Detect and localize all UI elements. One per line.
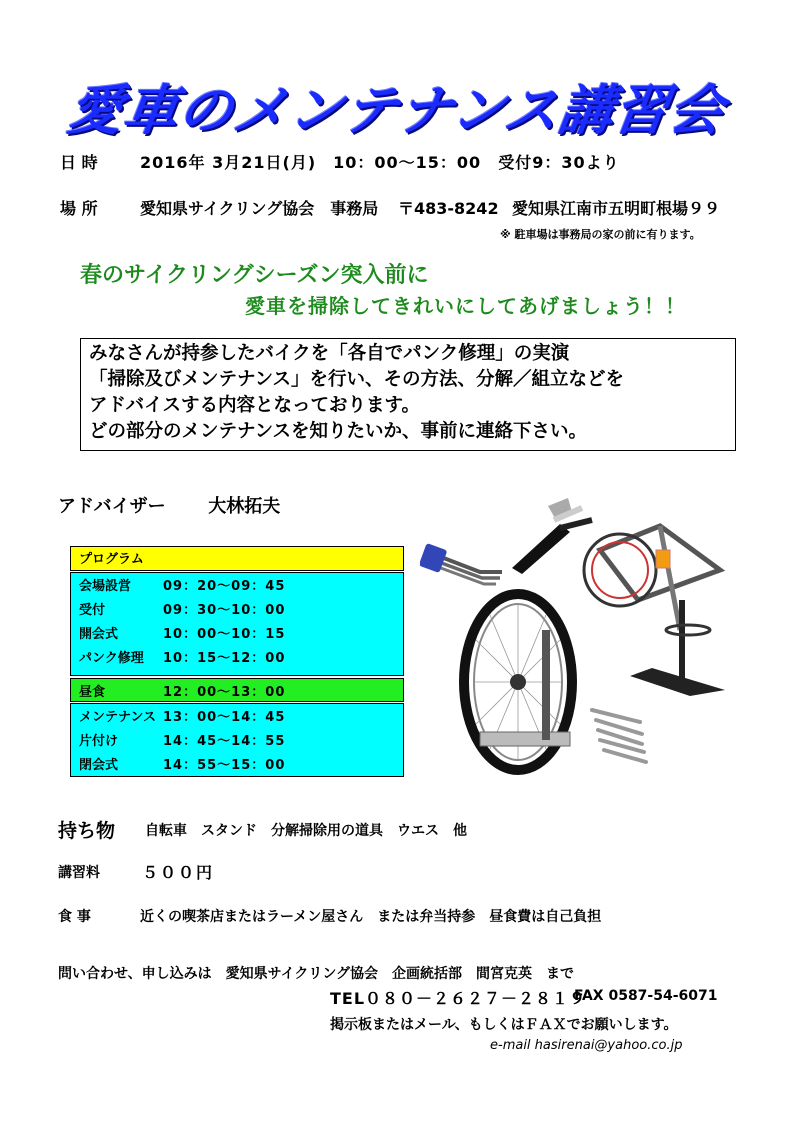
date-value: 2016年 3月21日(月) 10：00～15：00 受付9：30より [140,153,620,172]
program-item-label: 片付け [79,734,119,749]
headline-line1: 春のサイクリングシーズン突入前に [80,263,429,288]
program-item-time: 12：00～13：00 [163,685,286,700]
advisor [58,492,280,518]
parking-note: ※ 駐車場は事務局の家の前に有ります。 [500,228,701,241]
program-item-time: 14：45～14：55 [163,734,286,749]
program-item-time: 09：20～09：45 [163,579,286,594]
program-item-label: パンク修理 [79,651,144,666]
description-box [80,338,736,451]
contact-email[interactable]: e-mail hasirenai@yahoo.co.jp [490,1038,683,1053]
contact-note: 掲示板またはメール、もしくはＦＡＸでお願いします。 [330,1017,678,1033]
program-item-time: 13：00～14：45 [163,710,286,725]
program-item-time: 09：30～10：00 [163,603,286,618]
fee-value: ５００円 [142,863,215,882]
place-address: 愛知県江南市五明町根場９９ [512,199,721,218]
bicycle-tools-illustration [420,490,740,780]
headline-line2: 愛車を掃除してきれいにしてあげましょう！！ [245,294,686,318]
belongings-value: 自転車 スタンド 分解掃除用の道具 ウエス 他 [145,823,467,839]
program-item-time: 14：55～15：00 [163,758,286,773]
belongings-label: 持ち物 [58,820,116,842]
program-item-label: 昼食 [79,685,106,700]
place-label: 場 所 [60,199,98,218]
program-block-morning [70,572,404,676]
repair-stand-icon [584,526,725,696]
program-block-lunch [70,678,404,702]
meal-value: 近くの喫茶店またはラーメン屋さん または弁当持参 昼食費は自己負担 [140,909,602,925]
cable-cutter-icon [512,498,592,574]
description-line: みなさんが持参したバイクを「各自でパンク修理」の実演 [89,343,570,364]
hex-key-icon [420,543,502,584]
page-title: 愛車のメンテナンス講習会 [64,79,729,142]
advisor-label: アドバイザー [58,496,166,517]
description-line: どの部分のメンテナンスを知りたいか、事前に連絡下さい。 [89,421,588,442]
contact-line: 問い合わせ、申し込みは 愛知県サイクリング協会 企画統括部 間宮克英 まで [58,966,575,982]
program-block-afternoon [70,703,404,777]
wrench-set-icon [592,710,646,762]
program-header-label: プログラム [79,552,144,567]
program-item-label: 受付 [79,603,106,618]
program-item-label: 閉会式 [79,758,119,773]
contact-tel: TEL０８０－２６２７－２８１９ [330,989,587,1008]
description-line: アドバイスする内容となっております。 [89,395,420,416]
meal-label: 食 事 [58,909,91,925]
program-item-label: 会場設営 [79,579,132,594]
description-line: 「掃除及びメンテナンス」を行い、その方法、分解／組立などを [89,369,625,390]
contact-fax: FAX 0587-54-6071 [574,988,718,1004]
program-item-time: 10：00～10：15 [163,627,286,642]
date-label: 日 時 [60,153,98,172]
program-header [70,546,404,571]
program-item-label: メンテナンス [79,710,156,725]
program-item-label: 開会式 [79,627,119,642]
truing-stand-icon [464,594,572,770]
place-organization: 愛知県サイクリング協会 事務局 [140,199,379,218]
place-postal: 〒483-8242 [398,199,499,218]
fee-label: 講習料 [58,865,100,881]
program-item-time: 10：15～12：00 [163,651,286,666]
advisor-name: 大林拓夫 [208,496,281,517]
